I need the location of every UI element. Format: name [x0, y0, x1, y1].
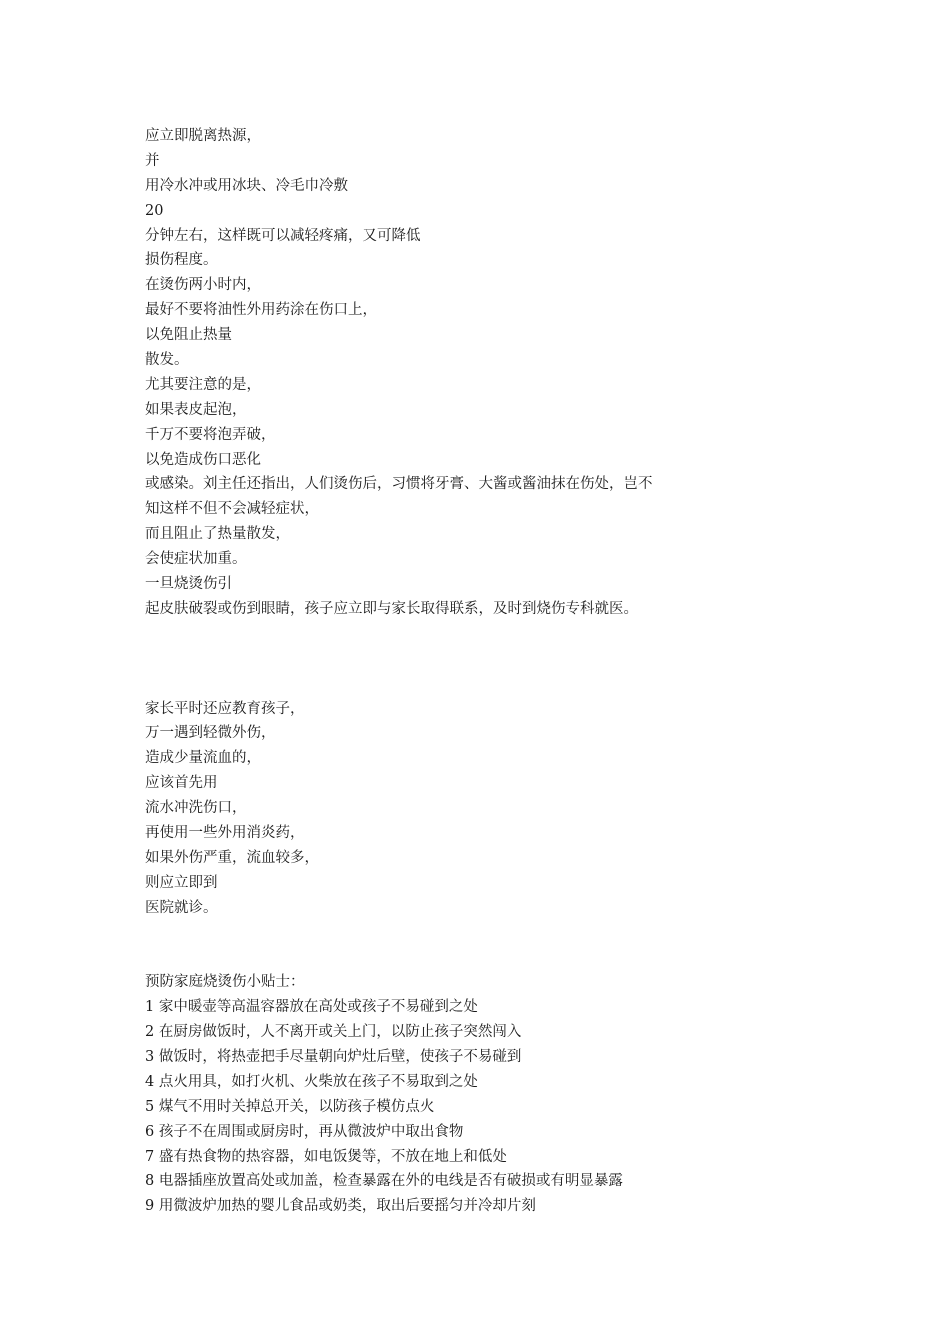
- text-line: 应该首先用: [145, 775, 218, 792]
- paragraph-spacer: [145, 921, 765, 971]
- text-line: 最好不要将油性外用药涂在伤口上，: [145, 302, 377, 319]
- text-line: 再使用一些外用消炎药，: [145, 824, 305, 841]
- tip-item: 8 电器插座放置高处或加盖，检查暴露在外的电线是否有破损或有明显暴露: [145, 1173, 623, 1190]
- text-line: 一旦烧烫伤引: [145, 576, 232, 593]
- text-line: 应立即脱离热源，: [145, 128, 261, 144]
- text-line: 损伤程度。: [145, 252, 218, 269]
- text-line: 并: [145, 152, 160, 169]
- text-line: 千万不要将泡弄破，: [145, 426, 276, 443]
- text-line: 万一遇到轻微外伤，: [145, 725, 276, 742]
- text-line: 流水冲洗伤口，: [145, 800, 247, 817]
- text-line: 以免阻止热量: [145, 327, 232, 344]
- tip-item: 1 家中暖壶等高温容器放在高处或孩子不易碰到之处: [145, 999, 478, 1016]
- tip-item: 6 孩子不在周围或厨房时，再从微波炉中取出食物: [145, 1123, 464, 1140]
- tip-item: 4 点火用具，如打火机、火柴放在孩子不易取到之处: [145, 1073, 478, 1090]
- tip-item: 9 用微波炉加热的婴儿食品或奶类，取出后要摇匀并冷却片刻: [145, 1198, 536, 1215]
- text-line: 造成少量流血的，: [145, 750, 261, 767]
- text-line: 或感染。刘主任还指出，人们烫伤后，习惯将牙膏、大酱或酱油抹在伤处，岂不: [145, 476, 653, 493]
- text-line: 起皮肤破裂或伤到眼睛，孩子应立即与家长取得联系，及时到烧伤专科就医。: [145, 600, 638, 617]
- text-line: 尤其要注意的是，: [145, 376, 261, 393]
- burn-first-aid-section: [145, 124, 765, 622]
- text-line: 医院就诊。: [145, 899, 218, 916]
- text-line: 20: [145, 202, 164, 219]
- tip-item: 3 做饭时，将热壶把手尽量朝向炉灶后壁，使孩子不易碰到: [145, 1048, 522, 1065]
- text-line: 用冷水冲或用冰块、冷毛巾冷敷: [145, 177, 348, 194]
- text-line: 在烫伤两小时内，: [145, 277, 261, 294]
- text-line: 散发。: [145, 352, 189, 369]
- paragraph-spacer: [145, 622, 765, 697]
- text-line: 分钟左右，这样既可以减轻疼痛，又可降低: [145, 227, 421, 244]
- wound-care-section: [145, 697, 765, 921]
- prevention-tips-section: [145, 970, 765, 1219]
- tip-item: 5 煤气不用时关掉总开关，以防孩子模仿点火: [145, 1098, 435, 1115]
- text-line: 会使症状加重。: [145, 551, 247, 568]
- document-body: [145, 124, 765, 1219]
- tips-title: 预防家庭烧烫伤小贴士：: [145, 974, 305, 991]
- text-line: 如果外伤严重，流血较多，: [145, 849, 319, 866]
- text-line: 以免造成伤口恶化: [145, 451, 261, 468]
- text-line: 家长平时还应教育孩子，: [145, 700, 305, 717]
- text-line: 如果表皮起泡，: [145, 401, 247, 418]
- text-line: 知这样不但不会减轻症状，: [145, 501, 319, 518]
- tip-item: 2 在厨房做饭时，人不离开或关上门，以防止孩子突然闯入: [145, 1024, 522, 1041]
- text-line: 而且阻止了热量散发，: [145, 526, 290, 543]
- tip-item: 7 盛有热食物的热容器，如电饭煲等，不放在地上和低处: [145, 1148, 507, 1165]
- text-line: 则应立即到: [145, 874, 218, 891]
